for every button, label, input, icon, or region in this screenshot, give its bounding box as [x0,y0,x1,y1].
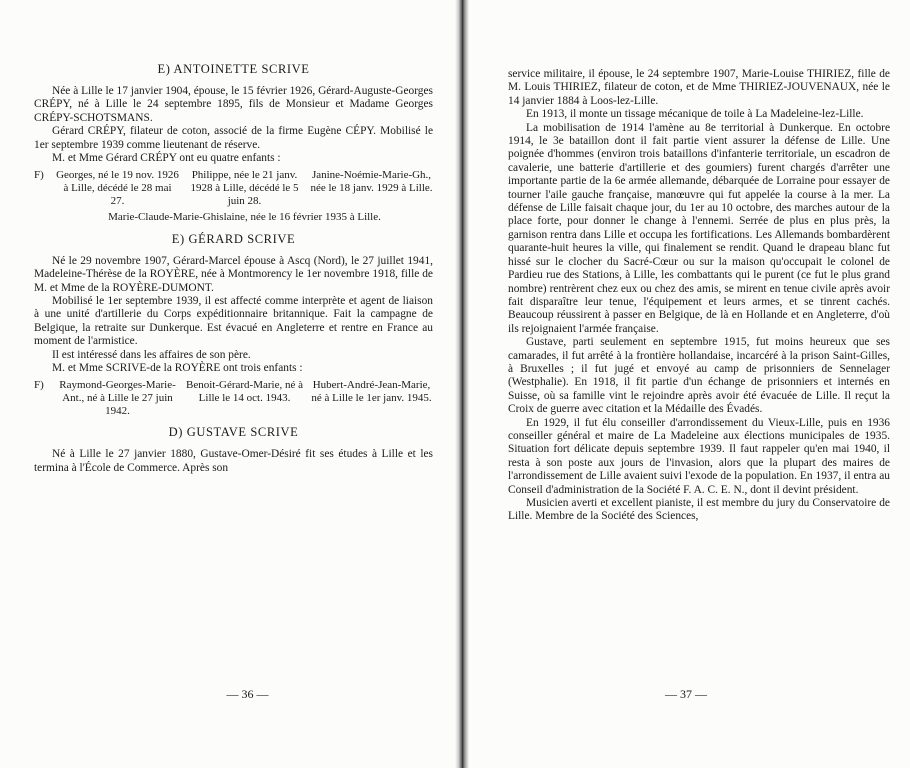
paragraph: En 1913, il monte un tissage mécanique de toile à La Madeleine-lez-Lille. [526,108,864,121]
child-entry: Marie-Claude-Marie-Ghislaine, née le 16 février 1935 à Lille. [108,211,381,224]
paragraph: Gustave, parti seulement en septembre 1915, fut moins heureux que ses camarades, il fut arrêté à la frontière hollandaise, incarcéré à la prison Saint-Gilles, à Bruxelles ; il fut jugé et envoyé au camp de prisonniers de Sennelager (Westphalie). En 1918, il fit partie d'un échange de prisonniers et internés en Suisse, où sa famille vint le rejoindre après avoir été évacuée de Lille. Il reçut la Croix de guerre avec citation et la Médaille des Évadés. [508,336,890,416]
paragraph: Né à Lille le 27 janvier 1880, Gustave-Omer-Désiré fit ses études à Lille et les termina à l'École de Commerce. Après son [34,448,433,474]
paragraph: En 1929, il fut élu conseiller d'arrondissement du Vieux-Lille, puis en 1936 conseiller général et maire de La Madeleine aux élections municipales de 1935. Situation fort délicate depuis septembre 1939. Il faut rappeler qu'en mai 1940, il resta à son poste aux jours de l'invasion, alors que la plupart des maires de l'arrondissement de Lille avaient suivi l'exode de la population. En 1937, il entra au Conseil d'administration de la Société F. A. C. E. N., dont il devint président. [508,416,890,496]
children-list [34,169,433,223]
paragraph: M. et Mme SCRIVE-de la ROYÈRE ont trois enfants : [52,362,303,375]
children-list [34,379,433,417]
paragraph: Musicien averti et excellent pianiste, il est membre du jury du Conservatoire de Lille. Membre de la Société des Sciences, [508,497,890,523]
generation-marker: F) [34,379,44,392]
paragraph: Mobilisé le 1er septembre 1939, il est affecté comme interprète et agent de liaison à une unité d'artillerie du Corps expéditionnaire britannique. Fait la campagne de Belgique, la retraite sur Dunkerque. Est évacué en Angleterre et rentre en France au moment de l'armistice. [34,295,433,348]
child-entry: Georges, né le 19 nov. 1926 à Lille, décédé le 28 mai 27. [56,169,179,207]
paragraph: Il est intéressé dans les affaires de son père. [52,348,251,361]
child-entry: Hubert-André-Jean-Marie, né à Lille le 1er janv. 1945. [311,379,432,405]
paragraph: La mobilisation de 1914 l'amène au 8e territorial à Dunkerque. En octobre 1914, le 3e bataillon dont il fait partie vient assurer la défense de Lille. Une poignée d'hommes (environ trois bataillons d'infanterie territoriale, un escadron de cavalerie, une batterie d'artillerie et des goumiers) furent chargés d'arrêter une importante partie de la 6e armée allemande, débarquée de Lorraine pour essayer de tourner l'aile gauche française, manœuvre qui fut appelée la course à la mer. La défense de Lille faisait chaque jour, du 1er au 10 octobre, des marches autour de la place forte, pour donner le change à l'ennemi. Serrée de plus en plus près, la garnison rentra dans Lille et occupa les fortifications. Les Allemands bombardèrent quarante-huit heures la ville, qui finalement se rendit. Quand le drapeau blanc fut hissé sur le clocher du Sacré-Cœur ou sur la maison qu'occupait le colonel de Pardieu rue des Stations, à Lille, les combattants qui le purent (ce fut le plus grand nombre) rentrèrent chez eux ou chez des amis, se mirent en tenue civile après avoir fait disparaître leur tenue, l'équipement et leurs armes, et se tinrent cachés. Beaucoup réussirent à passer en Belgique, de là en Hollande et en Angleterre, d'où ils rejoignaient l'armée française. [508,121,890,335]
child-entry: Benoit-Gérard-Marie, né à Lille le 14 oct. 1943. [186,379,303,405]
paragraph: Né le 29 novembre 1907, Gérard-Marcel épouse à Ascq (Nord), le 27 juillet 1941, Madeleine-Thérèse de la ROYÈRE, née à Montmorency le 1er novembre 1918, fille de M. et Mme de la ROYÈRE-DUMONT. [34,254,433,294]
child-entry: Janine-Noémie-Marie-Gh., née le 18 janv. 1929 à Lille. [310,169,433,195]
paragraph: M. et Mme Gérard CRÉPY ont eu quatre enfants : [52,152,281,165]
page-number: — 37 — [665,687,707,701]
section-heading-gustave: D) GUSTAVE SCRIVE [168,425,299,440]
page-number: — 36 — [226,687,269,701]
paragraph: Née à Lille le 17 janvier 1904, épouse, le 15 février 1926, Gérard-Auguste-Georges CRÉPY, né à Lille le 24 septembre 1895, fils de Monsieur et Madame Georges CRÉPY-SCHOTSMANS. [34,85,433,124]
section-heading-antoinette: E) ANTOINETTE SCRIVE [157,62,310,76]
paragraph: Gérard CRÉPY, filateur de coton, associé de la firme Eugène CÉPY. Mobilisé le 1er septembre 1939 comme lieutenant de réserve. [34,125,433,151]
generation-marker: F) [34,169,44,182]
paragraph: service militaire, il épouse, le 24 septembre 1907, Marie-Louise THIRIEZ, fille de M. Louis THIRIEZ, filateur de coton, et de Mme THIRIEZ-JOUVENAUX, née le 14 janvier 1884 à Loos-lez-Lille. [508,68,890,107]
section-heading-gerard: E) GÉRARD SCRIVE [171,231,296,246]
right-page [462,0,910,768]
child-entry: Raymond-Georges-Marie-Ant., né à Lille le 27 juin 1942. [59,379,176,417]
child-entry: Philippe, née le 21 janv. 1928 à Lille, décédé le 5 juin 28. [190,169,299,207]
